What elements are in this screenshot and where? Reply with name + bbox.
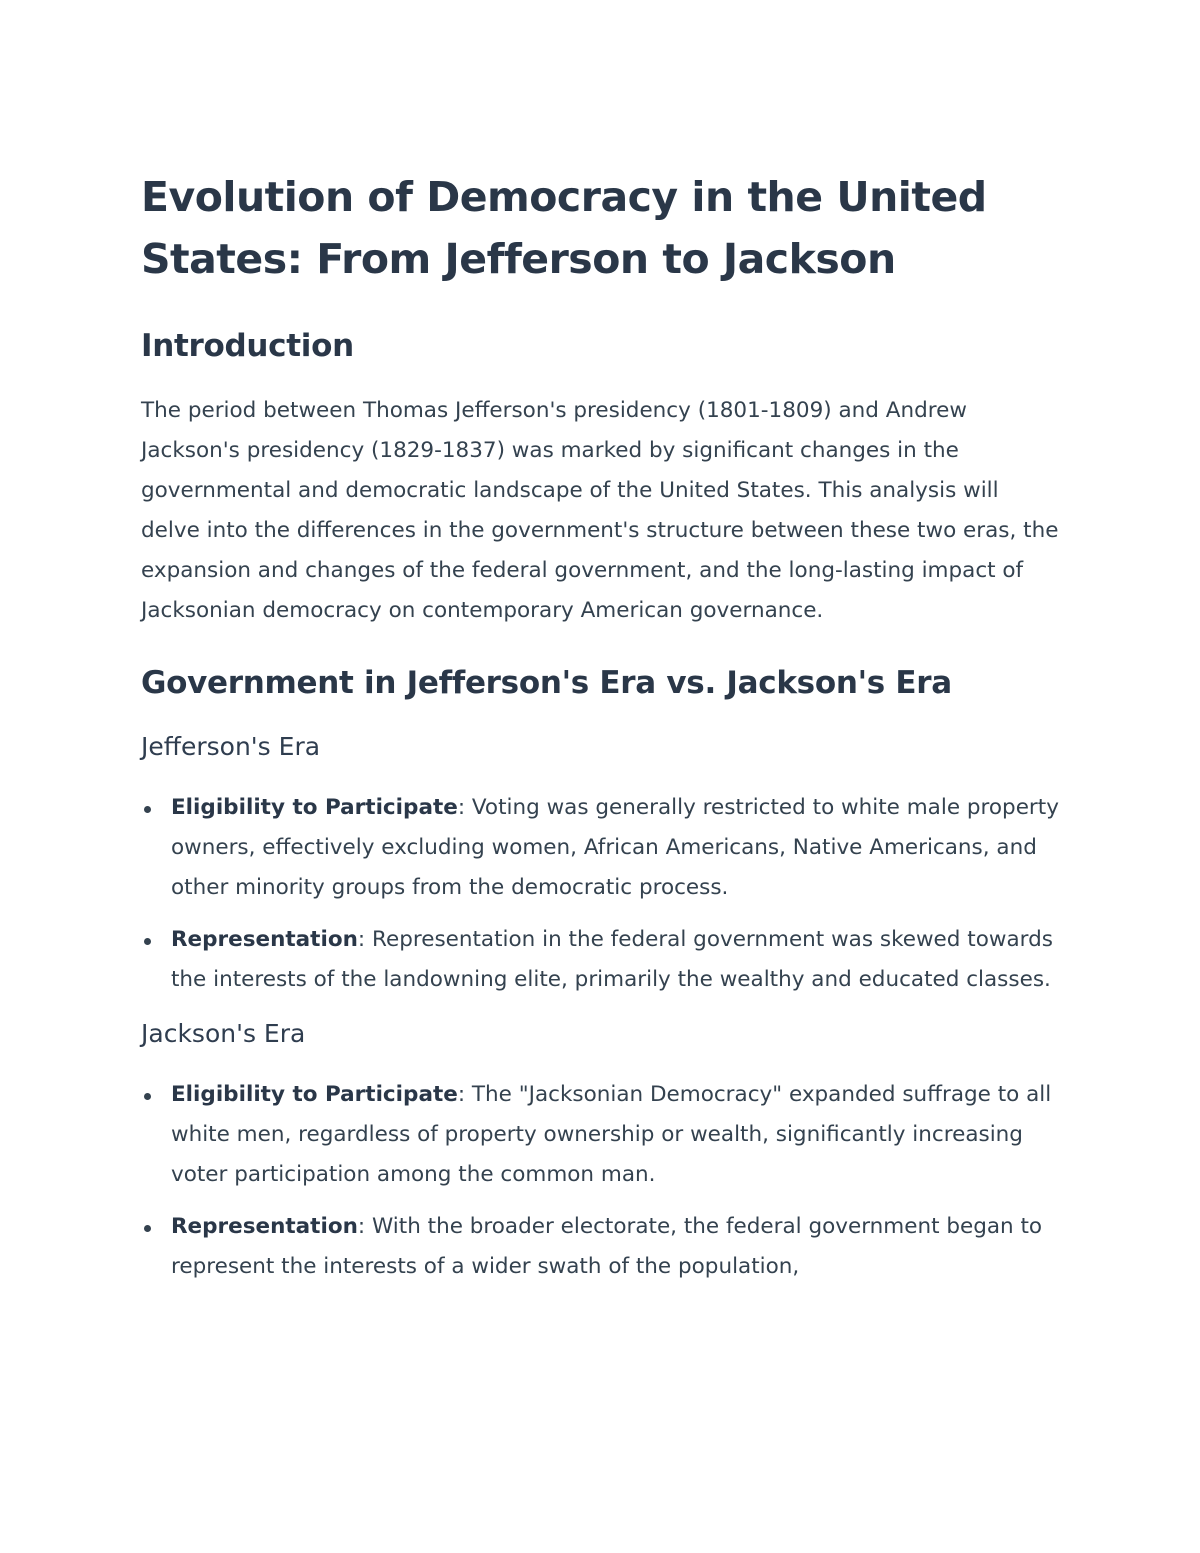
list-item-text: : Voting was generally restricted to white male property owners, effectively excluding women, African Americans, Native Americans, and other minority groups from the democratic process.: [171, 795, 1059, 900]
document-title: Evolution of Democracy in the United States: From Jefferson to Jackson: [141, 173, 987, 283]
list-item-text: : Representation in the federal government was skewed towards the interests of the landowning elite, primarily the wealthy and educated classes.: [171, 927, 1053, 992]
list-item-term: Eligibility to Participate: [171, 1082, 458, 1107]
list-item-term: Eligibility to Participate: [171, 795, 458, 820]
bullet-icon: [144, 806, 151, 813]
list-item: [141, 920, 1061, 1000]
introduction-heading: Introduction: [141, 328, 354, 364]
list-item: [141, 1075, 1061, 1195]
jackson-era-heading: Jackson's Era: [141, 1019, 306, 1048]
bullet-icon: [144, 1225, 151, 1232]
jackson-era-list: [141, 1075, 1061, 1287]
list-item: [141, 788, 1061, 908]
list-item-text: : The "Jacksonian Democracy" expanded suffrage to all white men, regardless of property ownership or wealth, significantly increasing voter participation among the common man.: [171, 1082, 1052, 1187]
bullet-icon: [144, 938, 151, 945]
document-page: [141, 166, 1061, 1299]
list-item: [141, 1207, 1061, 1287]
jefferson-era-list: [141, 788, 1061, 1000]
comparison-heading: Government in Jefferson's Era vs. Jackson's Era: [141, 665, 952, 701]
introduction-paragraph: The period between Thomas Jefferson's presidency (1801-1809) and Andrew Jackson's presidency (1829-1837) was marked by significant changes in the governmental and democratic landscape of the United States. This analysis will delve into the differences in the government's structure between these two eras, the expansion and changes of the federal government, and the long-lasting impact of Jacksonian democracy on contemporary American governance.: [141, 398, 1059, 623]
list-item-text: : With the broader electorate, the federal government began to represent the interests of a wider swath of the population,: [171, 1214, 1043, 1279]
list-item-term: Representation: [171, 1214, 358, 1239]
bullet-icon: [144, 1093, 151, 1100]
jefferson-era-heading: Jefferson's Era: [141, 732, 321, 761]
list-item-term: Representation: [171, 927, 358, 952]
